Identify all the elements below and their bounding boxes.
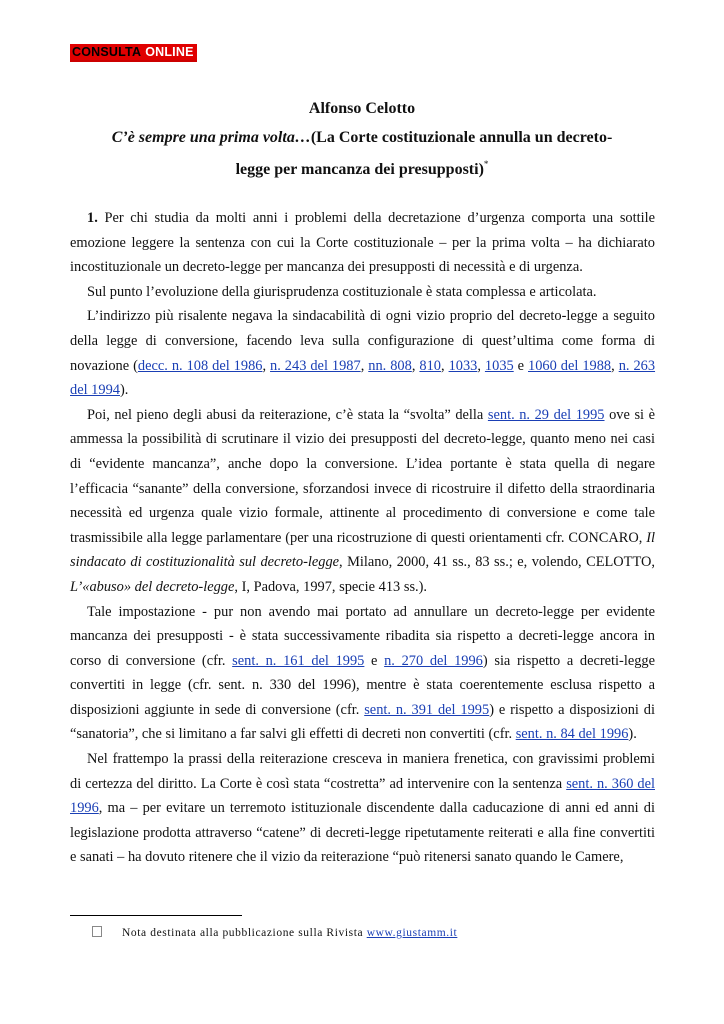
ref-link-84-1996[interactable]: sent. n. 84 del 1996: [515, 726, 629, 743]
paragraph-6: [70, 747, 655, 870]
section-number: 1.: [87, 210, 98, 226]
separator: ,: [360, 357, 369, 374]
footnote-divider: [70, 915, 242, 916]
paragraph-2-text: Sul punto l’evoluzione della giurisprudenza costituzionale è stata complessa e articolata.: [87, 283, 597, 300]
paragraph-6-text-2: , ma – per evitare un terremoto istituzionale discendente dalla caducazione di anni ed anni di legislazione prodotta attraverso “catene” di decreti-legge ripetutamente reiterati e alla fine convertiti e sanati – ha dovuto ritenere che il vizio da reiterazione “può ritenersi sanato quando le Camere,: [70, 800, 655, 866]
paragraph-5-end: ).: [628, 726, 637, 743]
paragraph-4-text-2: ove si è ammessa la possibilità di scrutinare il vizio dei presupposti del decreto-legge, quanto meno nei casi di “evidente mancanza”, anche dopo la conversione. L’idea portante è stata quella di negare l’efficacia “sanante” della conversione, sforzandosi invece di ricostruire il difetto della straordinaria necessità ed urgenza quale vizio formale, attinente al procedimento di conversione e come tale trasmissibile alla legge parlamentare (per una ricostruzione di questi orientamenti cfr. CONCARO,: [70, 406, 655, 546]
footnote-marker-icon: [92, 926, 102, 937]
ref-link-1060-1988[interactable]: 1060 del 1988: [528, 357, 612, 374]
ref-link-391-1995[interactable]: sent. n. 391 del 1995: [364, 701, 490, 718]
paragraph-4: [70, 403, 655, 600]
separator: ,: [262, 357, 271, 374]
citation-title-celotto: L’«abuso» del decreto-legge: [70, 578, 235, 595]
title-italic: C’è sempre una prima volta…: [111, 129, 311, 146]
separator: ,: [477, 357, 485, 374]
paragraph-1-text: Per chi studia da molti anni i problemi della decretazione d’urgenza comporta una sottile emozione leggere la sentenza con cui la Corte costituzionale – per la prima volta – ha dichiarato incostituzionale un decreto-legge per mancanza dei presupposti di necessità e di urgenza.: [70, 210, 655, 276]
footnote-text: Nota destinata alla pubblicazione sulla Rivista: [122, 927, 367, 939]
article-body: [70, 206, 655, 870]
ref-link-360-1996[interactable]: sent. n. 360 del 1996: [70, 775, 655, 817]
separator: e: [364, 652, 385, 669]
paragraph-5-text-2: ) sia rispetto a decreti-legge convertiti in legge (cfr. sent. n. 330 del 1996), mentre è stata coerentemente esclusa rispetto a disposizioni aggiunte in sede di conversione (cfr.: [70, 652, 655, 718]
paragraph-2: [70, 280, 655, 305]
title-line1: (La Corte costituzionale annulla un decreto-: [310, 129, 613, 146]
giustamm-link[interactable]: www.giustamm.it: [366, 927, 458, 939]
logo-consulta: CONSULTA: [72, 45, 142, 59]
paragraph-3-end: ).: [119, 382, 129, 399]
title-line2: legge per mancanza dei presupposti): [235, 161, 484, 178]
ref-link-263-1994[interactable]: n. 263 del 1994: [70, 357, 656, 399]
ref-link-810[interactable]: 810: [419, 357, 441, 374]
citation-title-concaro: Il sindacato di costituzionalità sul decreto-legge: [70, 529, 655, 571]
separator: ,: [611, 357, 619, 374]
paragraph-3-text: L’indirizzo più risalente negava la sindacabilità di ogni vizio proprio del decreto-legge a seguito della legge di conversione, facendo leva sulla configurazione di quest’ultima come forma di novazione (: [70, 308, 655, 374]
ref-link-808[interactable]: nn. 808: [368, 357, 412, 374]
article-title: [70, 124, 654, 183]
ref-link-270-1996[interactable]: n. 270 del 1996: [384, 652, 483, 669]
paragraph-1: [70, 206, 655, 280]
paragraph-5: [70, 600, 655, 748]
paragraph-4-text: Poi, nel pieno degli abusi da reiterazione, c’è stata la “svolta” della: [87, 406, 488, 423]
ref-link-1033[interactable]: 1033: [448, 357, 478, 374]
author-name: Alfonso Celotto: [308, 100, 416, 117]
paragraph-4-end: , I, Padova, 1997, specie 413 ss.).: [234, 578, 428, 595]
paragraph-3: [70, 304, 655, 402]
paragraph-5-text-3: ) e rispetto a disposizioni di “sanatoria”, che si limitano a far salvi gli effetti di decreti non convertiti (cfr.: [70, 701, 655, 743]
title-footnote-mark: *: [483, 159, 489, 169]
ref-link-29-1995[interactable]: sent. n. 29 del 1995: [487, 406, 605, 423]
separator: ,: [411, 357, 420, 374]
paragraph-5-text: Tale impostazione - pur non avendo mai portato ad annullare un decreto-legge per evidente mancanza dei presupposti - è stata successivamente ribadita sia rispetto a decreti-legge ancora in corso di conversione (cfr.: [70, 603, 655, 669]
logo-online: ONLINE: [143, 44, 196, 60]
ref-link-161-1995[interactable]: sent. n. 161 del 1995: [232, 652, 365, 669]
ref-link-1035[interactable]: 1035: [484, 357, 514, 374]
ref-link-decc-108-1986[interactable]: decc. n. 108 del 1986: [137, 357, 263, 374]
paragraph-4-text-3: , Milano, 2000, 41 ss., 83 ss.; e, volendo, CELOTTO,: [339, 554, 655, 571]
paragraph-6-text: Nel frattempo la prassi della reiterazione cresceva in maniera frenetica, con gravissimi problemi di certezza del diritto. La Corte è così stata “costretta” ad intervenire con la sentenza: [70, 751, 655, 792]
separator: ,: [440, 357, 449, 374]
ref-link-243-1987[interactable]: n. 243 del 1987: [270, 357, 361, 374]
footnote: [92, 926, 457, 940]
separator: e: [513, 357, 529, 374]
consulta-online-logo: [70, 44, 197, 62]
